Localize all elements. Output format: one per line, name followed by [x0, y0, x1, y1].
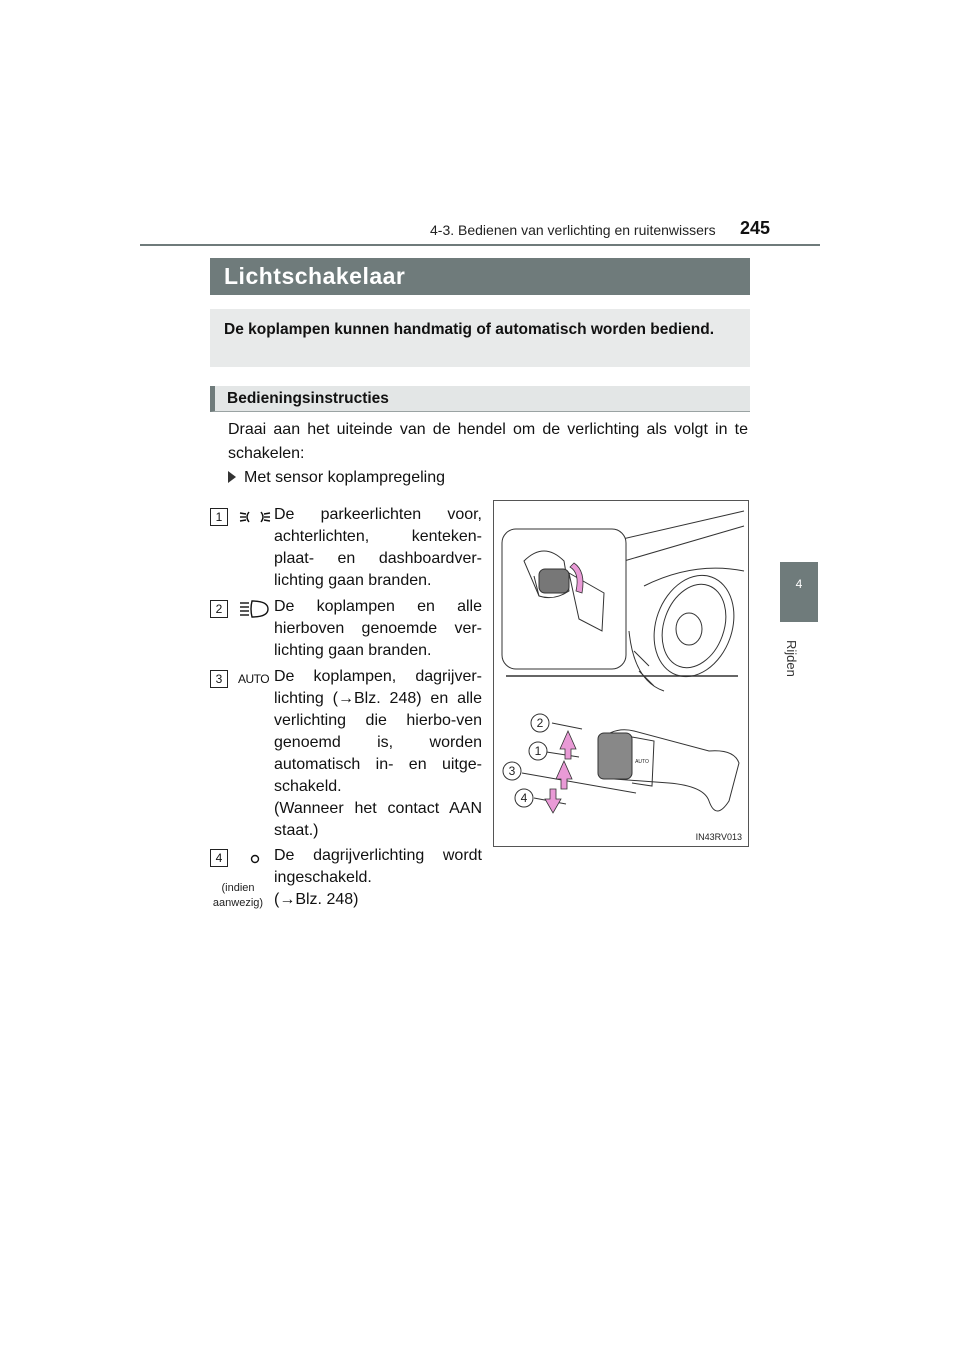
auto-icon: AUTO — [238, 672, 270, 686]
callout-1: 1 — [534, 744, 542, 758]
item-description: De koplampen, dagrijver-lichting (→Blz. 248) en alle verlichting die hierbo-ven genoemd is, worden automatisch in- en uitge-schakeld. (Wanneer het contact AAN staat.) — [274, 668, 482, 839]
chapter-tab-label: Rijden — [784, 640, 799, 677]
figure-code: IN43RV013 — [695, 832, 742, 842]
chapter-tab: 4 — [780, 562, 818, 622]
callout-4: 4 — [520, 791, 528, 805]
item-number: 2 — [210, 600, 228, 618]
light-switch-figure — [493, 500, 749, 847]
switch-auto-label: AUTO — [635, 759, 649, 765]
section-title: Lichtschakelaar — [210, 258, 750, 295]
bullet-item — [228, 466, 445, 490]
item-description: De parkeerlichten voor, achterlichten, kenteken-plaat- en dashboardver-lichting gaan branden. — [274, 506, 482, 589]
daytime-light-icon — [238, 847, 272, 869]
page-number: 245 — [740, 218, 771, 238]
light-switch-illustration — [494, 501, 748, 846]
item-number: 3 — [210, 670, 228, 688]
parking-lights-icon — [238, 506, 272, 528]
item-description: De dagrijverlichting wordt ingeschakeld. (→Blz. 248) — [274, 847, 482, 908]
callout-2: 2 — [536, 716, 544, 730]
availability-note: (indien aanwezig) — [212, 882, 264, 909]
headlight-icon — [238, 598, 272, 620]
subsection-title: Bedieningsinstructies — [210, 386, 750, 412]
item-description: De koplampen en alle hierboven genoemde ver-lichting gaan branden. — [274, 598, 482, 659]
body-text: Draai aan het uiteinde van de hendel om de verlichting als volgt in te schakelen: — [228, 421, 748, 462]
header-rule — [140, 244, 820, 246]
item-number: 1 — [210, 508, 228, 526]
item-number: 4 — [210, 849, 228, 867]
callout-3: 3 — [508, 764, 516, 778]
intro-box: De koplampen kunnen handmatig of automatisch worden bediend. — [210, 309, 750, 367]
triangle-bullet-icon — [228, 471, 236, 483]
chapter-title: 4-3. Bedienen van verlichting en ruitenwissers — [430, 222, 716, 238]
bullet-text: Met sensor koplampregeling — [244, 469, 445, 486]
